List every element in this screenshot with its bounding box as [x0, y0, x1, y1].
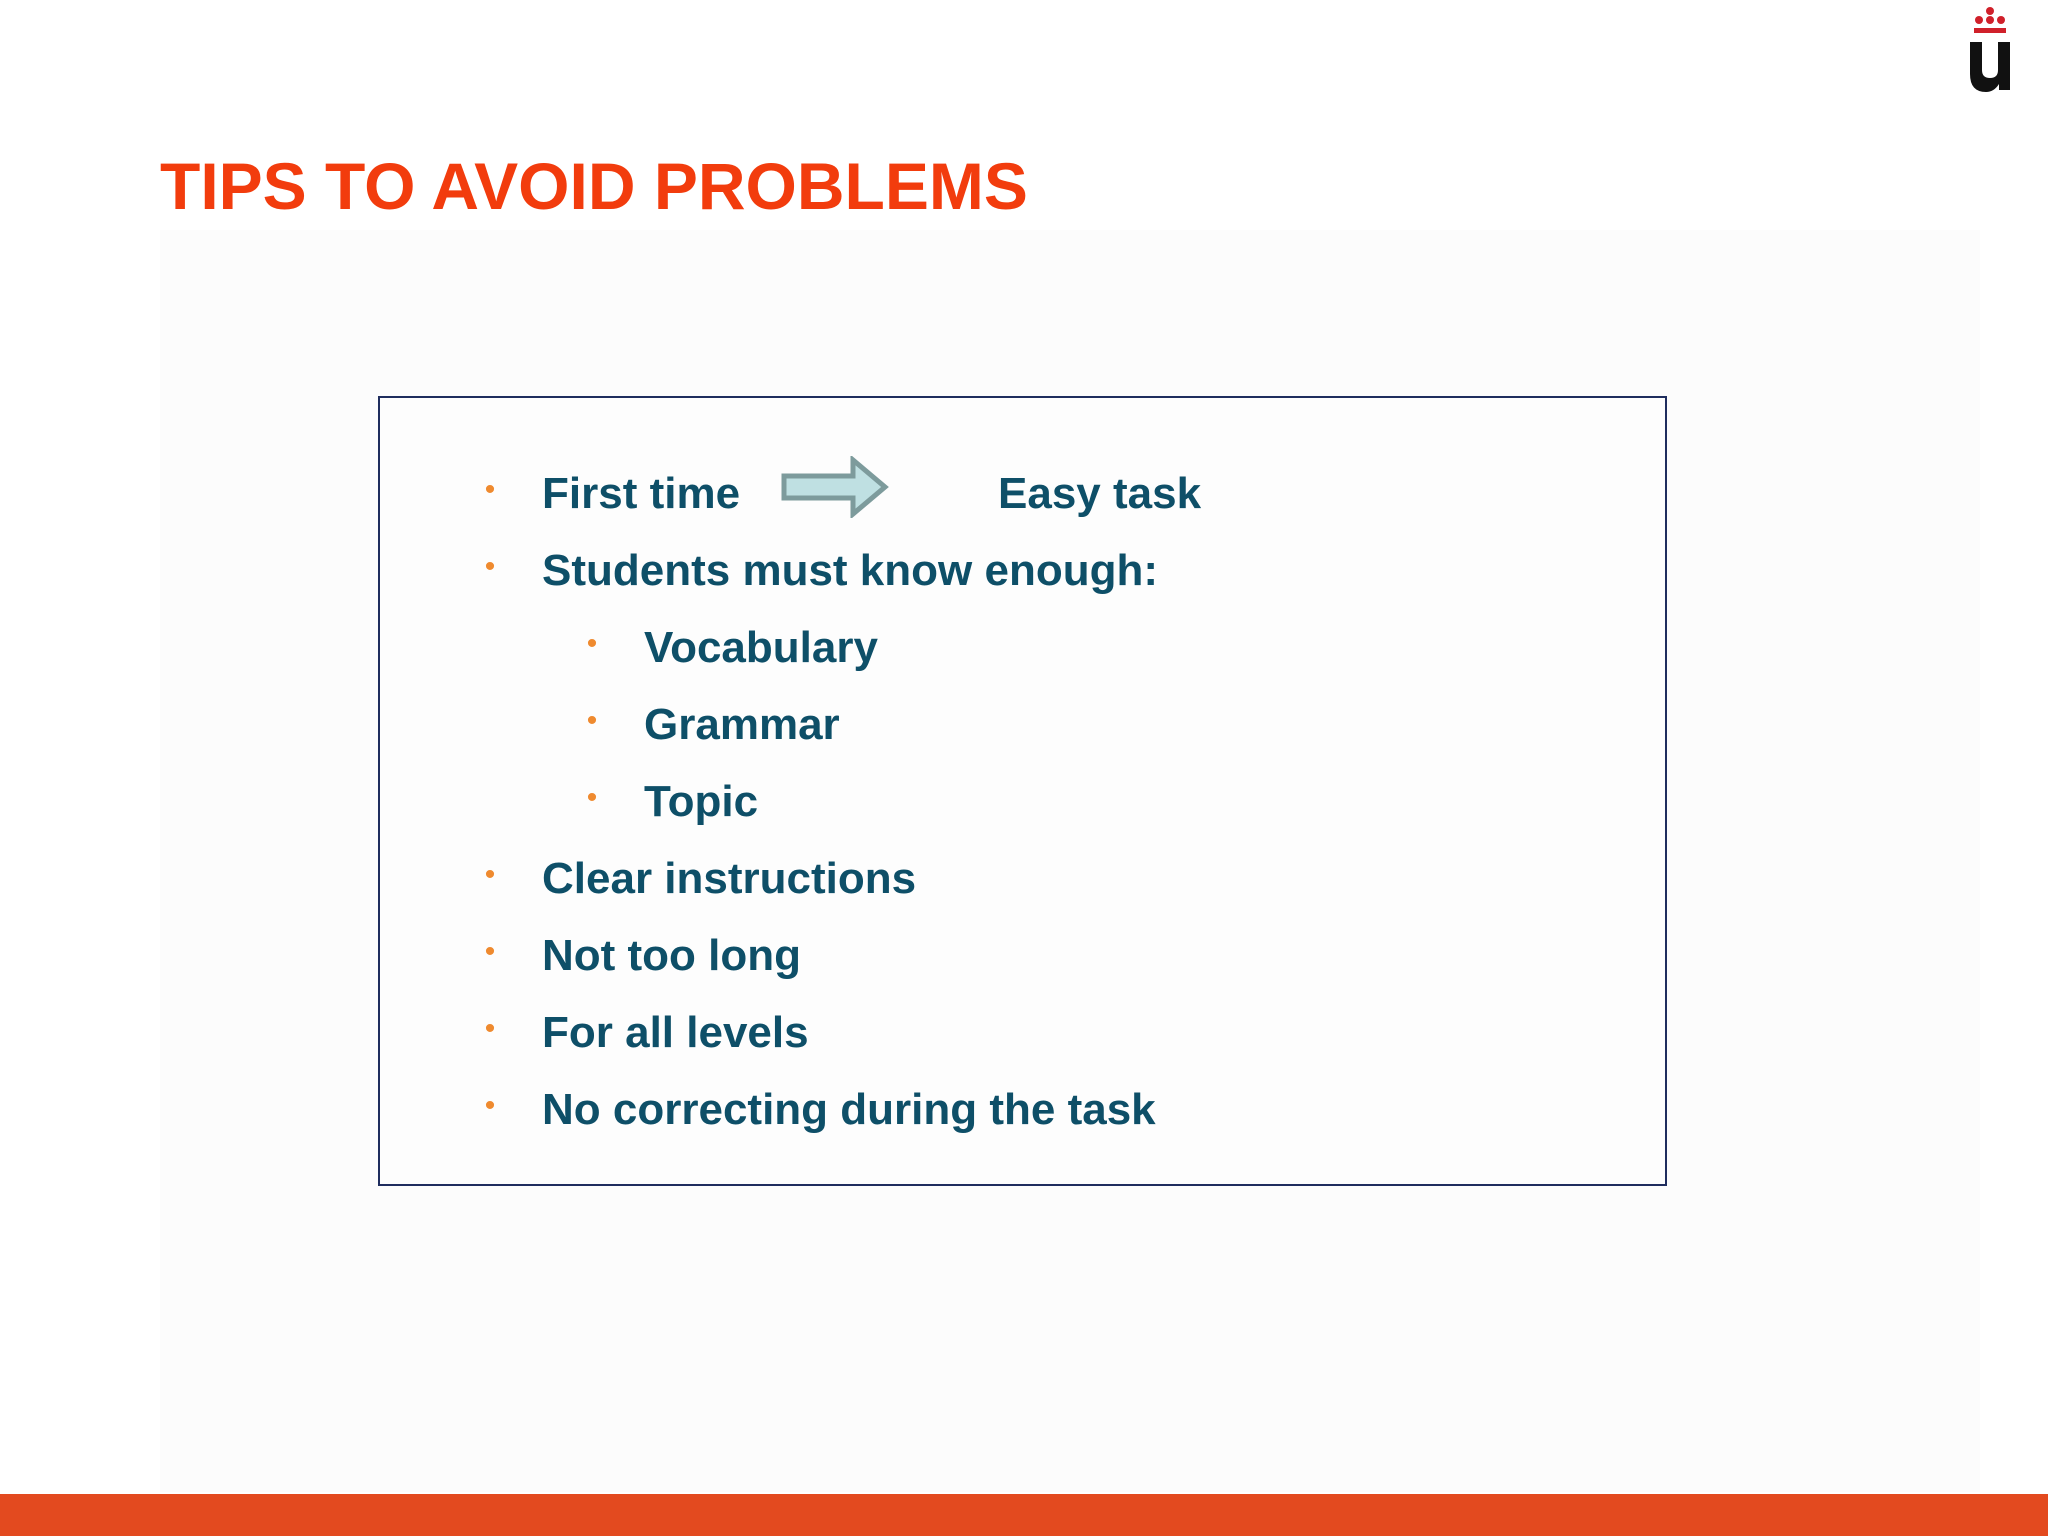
- list-item-text: Topic: [644, 777, 759, 826]
- easy-task-text: Easy task: [998, 469, 1202, 518]
- list-item-text: Students must know enough:: [542, 546, 1158, 595]
- list-item-text: No correcting during the task: [542, 1085, 1156, 1134]
- bullet-icon: •: [484, 1012, 496, 1045]
- bullet-icon: •: [586, 781, 598, 814]
- list-item-text: For all levels: [542, 1008, 809, 1057]
- university-logo-icon: [1960, 4, 2020, 94]
- bullet-icon: •: [484, 858, 496, 891]
- footer-bar: [0, 1494, 2048, 1536]
- bullet-icon: •: [484, 473, 496, 506]
- list-item-text: Clear instructions: [542, 854, 917, 903]
- bullet-icon: •: [586, 704, 598, 737]
- slide-title: TIPS TO AVOID PROBLEMS: [160, 149, 1028, 223]
- list-item-text: Grammar: [644, 700, 840, 749]
- bullet-icon: •: [484, 1089, 496, 1122]
- tips-box: [378, 396, 1667, 1186]
- list-item-text: Vocabulary: [644, 623, 878, 672]
- bullet-icon: •: [484, 550, 496, 583]
- list-item-text: Not too long: [542, 931, 802, 980]
- list-item-text: First time: [542, 469, 741, 518]
- bullet-icon: •: [484, 935, 496, 968]
- bullet-icon: •: [586, 627, 598, 660]
- right-arrow-icon: [781, 456, 889, 518]
- tips-list: [380, 398, 1665, 1184]
